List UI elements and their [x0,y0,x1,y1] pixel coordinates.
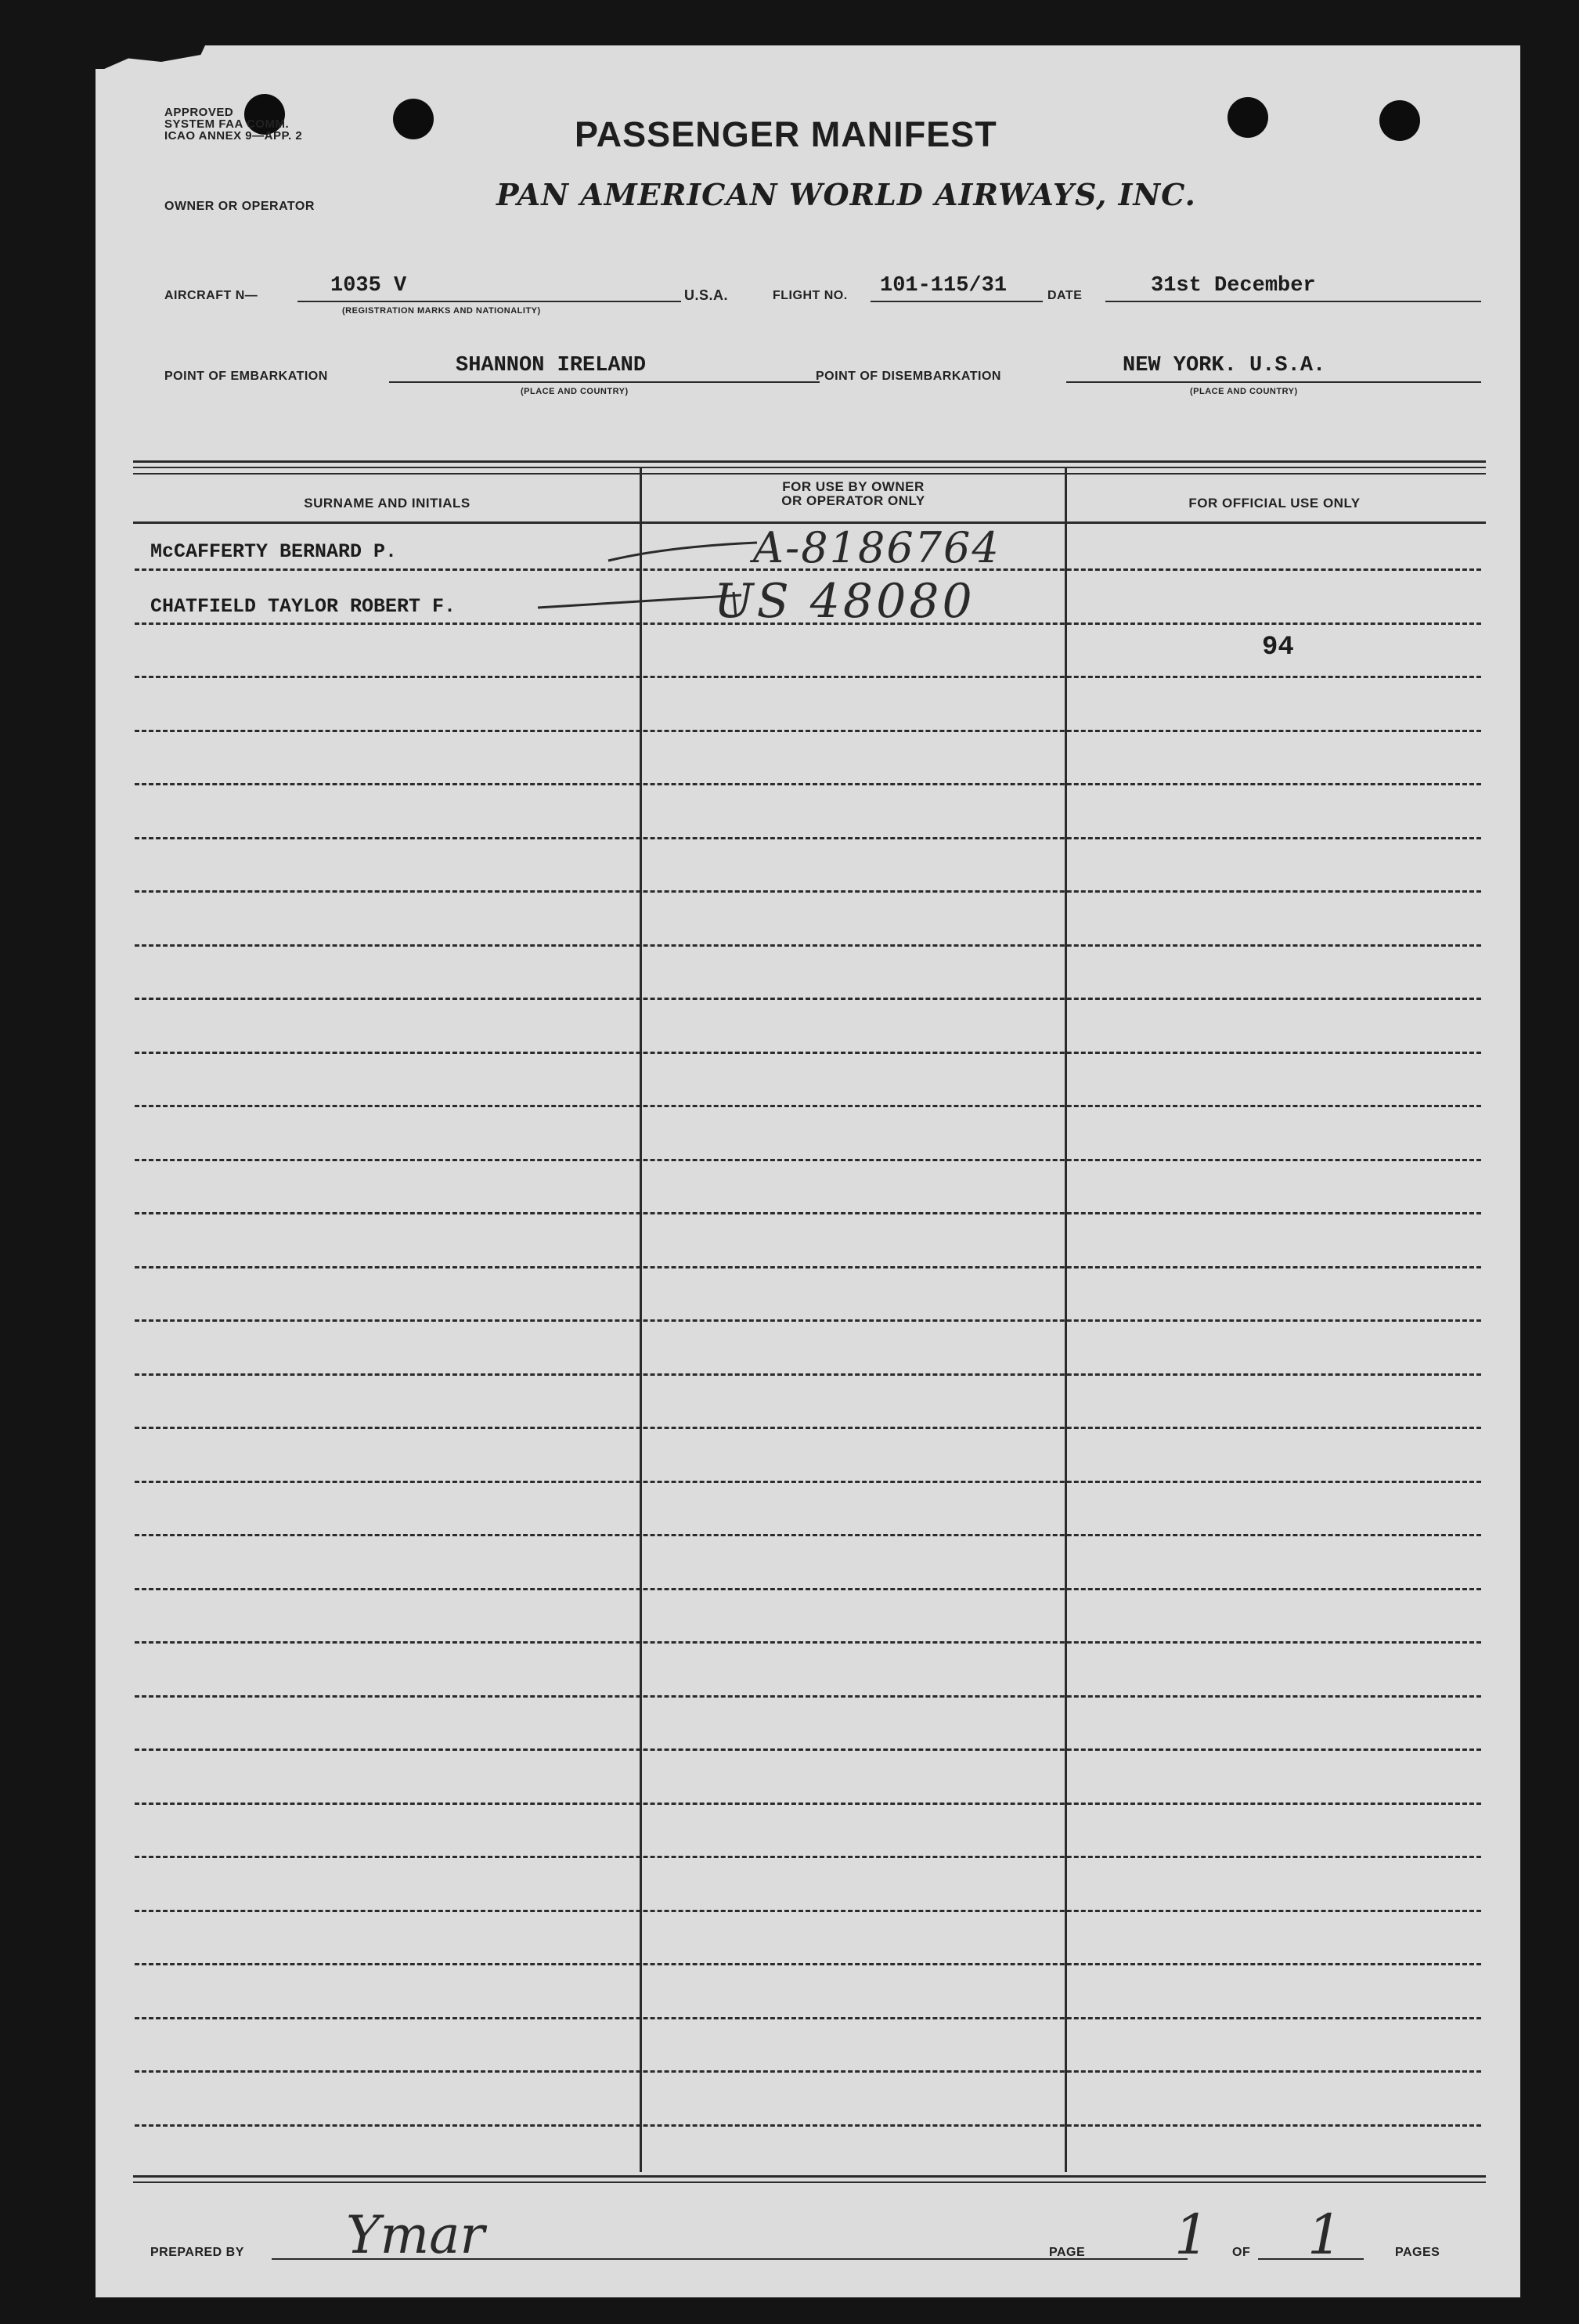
row-line [135,837,1481,839]
row-line [135,1856,1481,1858]
row-line [135,2017,1481,2019]
row-line [135,1212,1481,1214]
row-line [135,998,1481,1000]
torn-corner [96,45,205,69]
row-line [135,1427,1481,1429]
embark-caption: (PLACE AND COUNTRY) [521,387,629,396]
prepared-label: PREPARED BY [150,2246,244,2259]
row-line [135,890,1481,893]
owner-label: OWNER OR OPERATOR [164,200,315,213]
header-owner-use: FOR USE BY OWNER OR OPERATOR ONLY [781,479,925,508]
row-line [135,1052,1481,1054]
prepared-signature: Ymar [346,2205,485,2265]
punch-hole [1379,100,1420,141]
embark-label: POINT OF EMBARKATION [164,370,328,383]
row-line [135,676,1481,678]
row-line [135,2124,1481,2127]
disembark-caption: (PLACE AND COUNTRY) [1190,387,1298,396]
row-line [135,730,1481,732]
passenger-name-2: CHATFIELD TAYLOR ROBERT F. [150,595,456,618]
manifest-page [96,45,1520,2297]
row-line [135,783,1481,785]
of-value: 1 [1307,2203,1343,2267]
row-line [135,1803,1481,1805]
date-label: DATE [1047,289,1083,302]
of-label: OF [1232,2246,1251,2259]
flight-label: FLIGHT NO. [773,289,848,302]
row-line [135,1319,1481,1322]
punch-hole [393,99,434,139]
page-value: 1 [1174,2203,1209,2267]
header-official-use: FOR OFFICIAL USE ONLY [1188,496,1361,511]
row-line [135,1159,1481,1161]
registration-caption: (REGISTRATION MARKS AND NATIONALITY) [342,306,541,316]
company-name: PAN AMERICAN WORLD AIRWAYS, INC. [496,177,1196,212]
row-line [135,1373,1481,1376]
official-use-3: 94 [1262,633,1294,662]
row-line [135,1105,1481,1107]
embark-value: SHANNON IRELAND [456,354,647,377]
row-line [135,1910,1481,1912]
row-line [135,2070,1481,2073]
row-line [135,944,1481,947]
row-line [135,1588,1481,1590]
handwritten-stroke [604,539,761,570]
header-surname: SURNAME AND INITIALS [304,496,470,511]
row-line [135,1695,1481,1698]
aircraft-value: 1035 V [330,274,407,298]
approval-note: APPROVED SYSTEM FAA COMM. ICAO ANNEX 9—APP. 2 [164,106,303,143]
owner-use-2: US 48080 [714,574,975,629]
row-line [135,1641,1481,1644]
disembark-label: POINT OF DISEMBARKATION [816,370,1001,383]
page-title: PASSENGER MANIFEST [575,114,997,154]
disembark-value: NEW YORK. U.S.A. [1123,354,1326,377]
punch-hole [1228,97,1268,138]
row-line [135,1266,1481,1268]
aircraft-label: AIRCRAFT N— [164,289,258,302]
flight-value: 101-115/31 [880,274,1008,298]
handwritten-stroke [534,586,745,617]
usa-label: U.S.A. [684,287,729,303]
passenger-name-1: McCAFFERTY BERNARD P. [150,540,398,563]
row-line [135,1963,1481,1965]
pages-label: PAGES [1395,2246,1440,2259]
page-label: PAGE [1049,2246,1086,2259]
row-line [135,1481,1481,1483]
row-line [135,1748,1481,1751]
owner-use-1: A-8186764 [753,523,1000,572]
date-value: 31st December [1151,274,1316,298]
row-line [135,1534,1481,1536]
